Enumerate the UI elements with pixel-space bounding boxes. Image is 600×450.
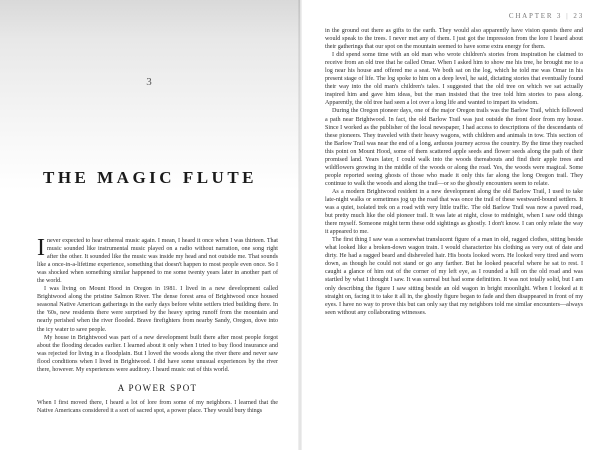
opening-paragraph-text: never expected to hear ethereal music again. I mean, I heard it once when I was thirteen. That music sounded like instrumental music played on a radio without narration, one song right after the other. It sounded like the music was inside my head and not outside me. That sounds like a once-in-a-lifetime experience, something that doesn't happen to most people even once. So I was shocked when something similar happened to me some twenty years later in another part of the world. bbox=[37, 238, 278, 285]
right-page bbox=[300, 0, 600, 450]
drop-cap: I bbox=[37, 235, 45, 261]
right-page-body bbox=[325, 27, 583, 317]
chapter-number: 3 bbox=[146, 76, 154, 88]
section-paragraph: When I first moved there, I heard a lot of lore from some of my neighbors. I learned that the Native Americans considered it a sort of sacred spot, a power place. They would bury things bbox=[37, 399, 278, 414]
opening-paragraph bbox=[37, 237, 278, 285]
chapter-title: THE MAGIC FLUTE bbox=[42, 168, 258, 187]
section-heading: A POWER SPOT bbox=[117, 382, 198, 393]
left-page-body bbox=[37, 237, 278, 415]
body-paragraph: As a modern Brightwood resident in a new development along the old Barlow Trail, I used to take late-night walks or sometimes jog up the road that was once the trail of these westward-bound settlers. It was a quiet, isolated trek on a road with very little traffic. The old Barlow Trail was now a paved road, but pretty much like the old pioneer trail. It was late at night, close to midnight, when I saw odd things there myself. Someone might term these odd sightings as ghostly. I don't know. I can only relate the way it appeared to me. bbox=[325, 188, 583, 236]
body-paragraph: I was living on Mount Hood in Oregon in 1981. I lived in a new development called Brightwood along the pristine Salmon River. The dense forest area of Brightwood once housed seasonal Native American gatherings in the early days before white settlers tried building there. In the '60s, new residents there were surprised by the heavy spring runoff from the mountain and nearly perished when the river flooded. Brave firefighters from nearby Sandy, Oregon, dove into the icy water to save people. bbox=[37, 286, 278, 333]
running-head bbox=[509, 12, 584, 20]
body-paragraph: The first thing I saw was a somewhat translucent figure of a man in old, ragged clothes, sitting beside what looked like a broken-down wagon train. I would characterize his clothing as very out of date and dirty. He had a ragged beard and disheveled hair. His boots looked worn. He looked very tired and worn down, as though he could not stand or go any farther. But he looked peaceful where he sat to rest. I caught a glance of him out of the corner of my left eye, as I rounded a hill on the old road and was startled by what I thought I saw. It was surreal but had some definition. It was not totally solid, but I am only describing the figure I saw sitting beside an old wagon in bright moonlight. When I looked at it straight on, facing it to take it all in, the ghostly figure began to fade and then disappeared in front of my eyes. I have no way to prove this but can only say that my neighbors told me similar encounters—always seen without any collaborating witnesses. bbox=[325, 237, 583, 316]
running-head-chapter: CHAPTER 3 bbox=[508, 12, 563, 20]
page-number: 23 bbox=[573, 12, 584, 20]
body-paragraph: My house in Brightwood was part of a new development built there after most people forgot about the flooding decades earlier. I learned about it only when I tried to buy flood insurance and was rejected for living in a floodplain. But I loved the woods along the river there and never saw flood conditions when I lived in Brightwood. I did have some unusual experiences by the river there, however. My experiences were auditory. I heard music out of this world. bbox=[37, 334, 278, 373]
running-head-separator: | bbox=[566, 12, 570, 20]
body-paragraph: During the Oregon pioneer days, one of the major Oregon trails was the Barlow Trail, which followed a path near Brightwood. In fact, the old Barlow Trail was just outside the front door from my house. Since I worked as the publisher of the local newspaper, I had access to descriptions of the descendants of these pioneers. They traveled with their heavy wagons, with children and animals in tow. This section of the Barlow Trail was near the end of a long, arduous journey across the country. By the time they reached this point on Mount Hood, some of them scattered apple seeds and flower seeds along the path of their promised land. Years later, I could walk into the woods thereabouts and find their apple trees and wildflowers growing in the middle of the woods or along the road. Yes, the woods were magical. Some people reported seeing ghosts of those who made it only this far along the long Oregon trail. They continue to walk the woods and along the trail—or so the ghostly encounters seem to relate. bbox=[325, 108, 583, 187]
book-gutter bbox=[298, 0, 302, 450]
body-paragraph: I did spend some time with an old man who wrote children's stories from inspiration he claimed to receive from an old tree that he called Omar. When I asked him to show me his tree, he brought me to a log near his house and offered me a seat. We both sat on the log, which he told me was Omar in his present stage of life. The log spoke to him on a deep level, he said, dictating stories that eventually found their way into the old man's children's tales. I suggested that the old tree on which we sat actually inspired him and gave him ideas, but the man insisted that the tree told him stories to pass along. Apparently, the old tree had seen a lot over a long life and wanted to impart its wisdom. bbox=[325, 52, 583, 107]
body-paragraph: in the ground out there as gifts to the earth. They would also apparently have vision quests there and would speak to the trees. I never met any of them. I just got the impression from the lore I heard about their gatherings that our spot on the mountain seemed to have some extra energy for them. bbox=[325, 28, 583, 51]
